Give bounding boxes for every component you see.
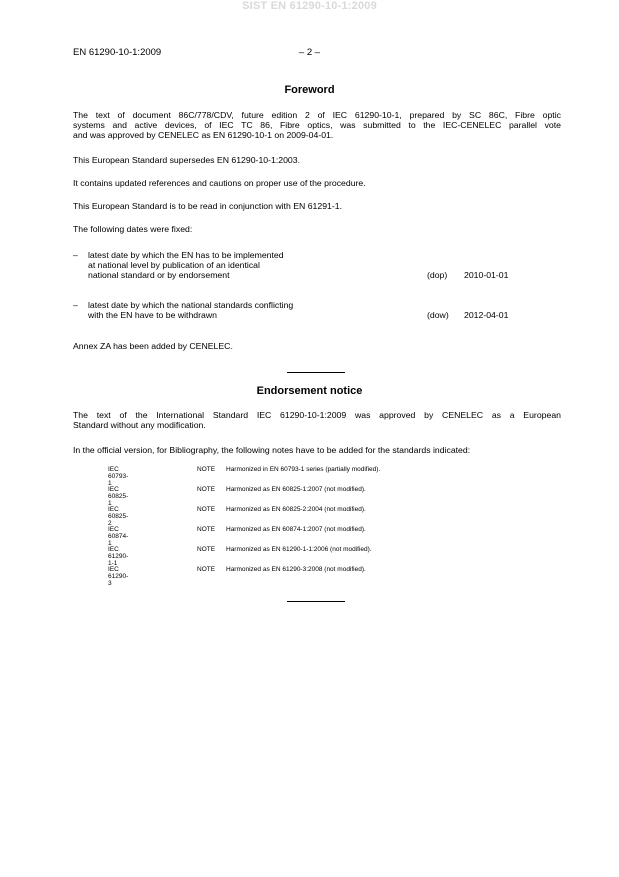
note-standard: IEC 61290-3 [108,566,129,587]
date-code: (dop) [427,270,448,280]
foreword-paragraph-2: This European Standard supersedes EN 61290-10-1:2003. [73,155,300,165]
foreword-paragraph-3: It contains updated references and cautions on proper use of the procedure. [73,178,366,188]
date-value: 2010-01-01 [464,270,509,280]
note-label: NOTE [197,466,216,473]
foreword-paragraph-1 [73,110,561,140]
date-item-line: latest date by which the national standards conflicting [88,300,294,310]
note-standard: IEC 60825-2 [108,506,129,527]
note-standard: IEC 60874-1 [108,526,129,547]
end-divider [287,601,345,602]
note-label: NOTE [197,506,216,513]
note-label: NOTE [197,526,216,533]
date-item-line: at national level by publication of an identical [88,260,260,270]
date-item-dop [73,250,561,282]
note-text: Harmonized as EN 61290-3:2008 (not modified). [226,566,366,573]
endorsement-title: Endorsement notice [256,385,363,397]
note-text: Harmonized in EN 60793-1 series (partially modified). [226,466,381,473]
endorsement-paragraph-1 [73,410,561,430]
date-item-line: latest date by which the EN has to be implemented [88,250,284,260]
date-code: (dow) [427,310,449,320]
date-item-text [88,250,388,280]
list-dash: – [73,300,78,310]
note-standard: IEC 60793-1 [108,466,129,487]
foreword-p1-line: systems and active devices, of IEC TC 86, Fibre optics, was submitted to the IEC-CENELEC parallel vote [73,120,561,130]
note-text: Harmonized as EN 61290-1-1:2006 (not modified). [226,546,372,553]
note-text: Harmonized as EN 60825-2:2004 (not modified). [226,506,366,513]
date-item-text [88,300,388,320]
date-item-dow [73,300,561,322]
note-text: Harmonized as EN 60825-1:2007 (not modified). [226,486,366,493]
date-item-line: national standard or by endorsement [88,270,230,280]
endorsement-p1-line: The text of the International Standard IEC 61290-10-1:2009 was approved by CENELEC as a European [73,410,561,420]
page-number: – 2 – [298,47,321,58]
note-standard: IEC 60825-1 [108,486,129,507]
date-value: 2012-04-01 [464,310,509,320]
foreword-paragraph-5: The following dates were fixed: [73,224,193,234]
note-label: NOTE [197,566,216,573]
annex-note: Annex ZA has been added by CENELEC. [73,341,233,351]
foreword-title: Foreword [284,84,335,96]
note-text: Harmonized as EN 60874-1:2007 (not modified). [226,526,366,533]
foreword-p1-line: and was approved by CENELEC as EN 61290-10-1 on 2009-04-01. [73,130,334,140]
endorsement-p1-line: Standard without any modification. [73,420,206,430]
note-label: NOTE [197,546,216,553]
note-standard: IEC 61290-1-1 [108,546,129,567]
list-dash: – [73,250,78,260]
foreword-paragraph-4: This European Standard is to be read in conjunction with EN 61291-1. [73,201,342,211]
doc-id: EN 61290-10-1:2009 [73,47,162,58]
endorsement-paragraph-2: In the official version, for Bibliography, the following notes have to be added for the standards indicated: [73,445,471,455]
note-label: NOTE [197,486,216,493]
foreword-p1-line: The text of document 86C/778/CDV, future edition 2 of IEC 61290-10-1, prepared by SC 86C, Fibre optic [73,110,561,120]
section-divider [287,372,345,373]
watermark: SIST EN 61290-10-1:2009 [242,0,377,12]
date-item-line: with the EN have to be withdrawn [88,310,217,320]
